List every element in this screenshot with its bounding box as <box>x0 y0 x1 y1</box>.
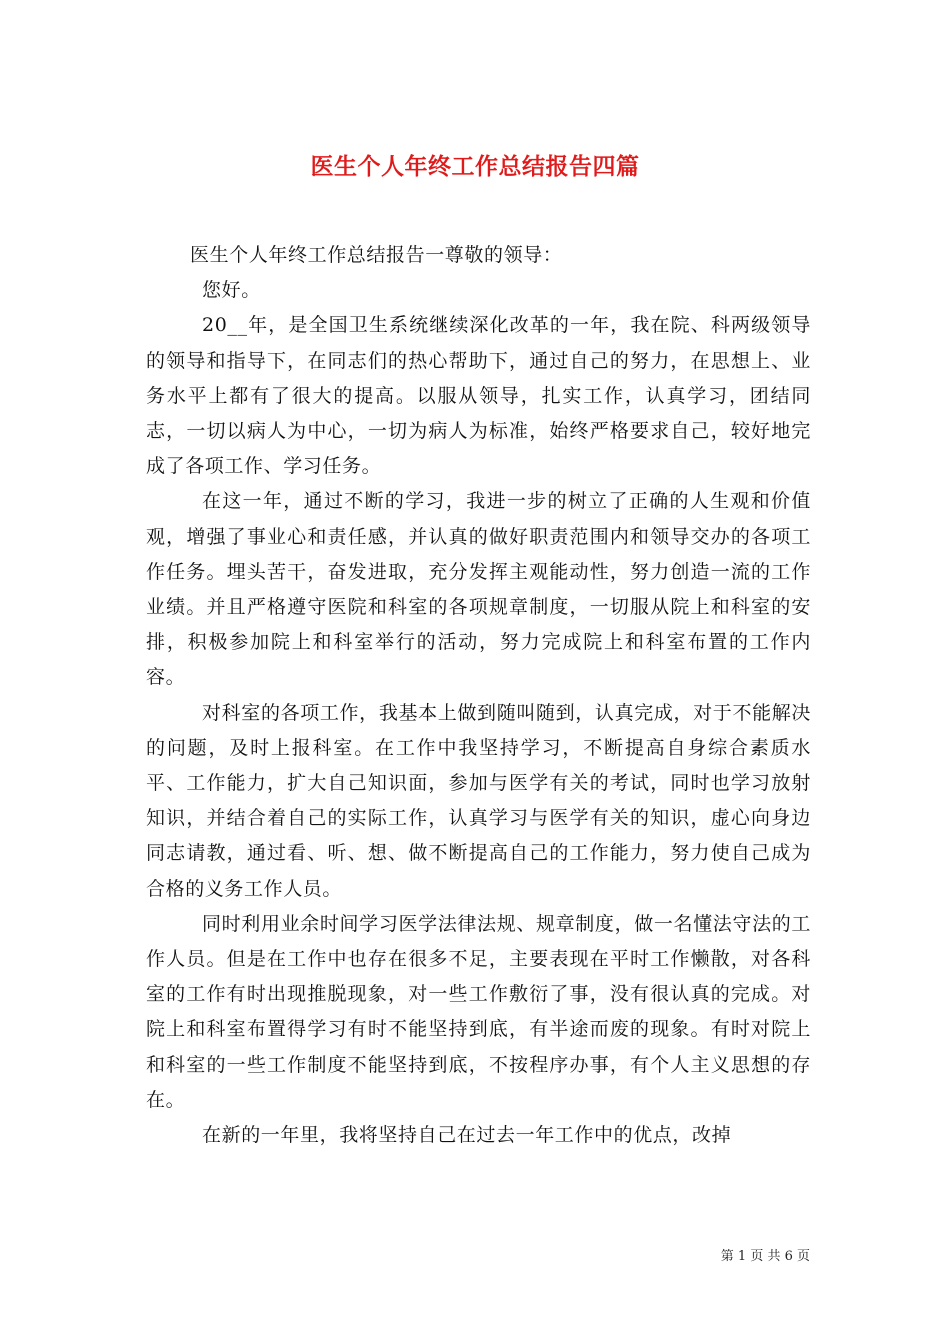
paragraph: 同时利用业余时间学习医学法律法规、规章制度，做一名懂法守法的工作人员。但是在工作中也存在很多不足，主要表现在平时工作懒散，对各科室的工作有时出现推脱现象，对一些工作敷衍了事，没有很认真的完成。对院上和科室布置得学习有时不能坚持到底，有半途而废的现象。有时对院上和科室的一些工作制度不能坚持到底，不按程序办事，有个人主义思想的存在。 <box>146 912 811 1111</box>
greeting-line: 您好。 <box>202 279 261 302</box>
paragraph: 对科室的各项工作，我基本上做到随叫随到，认真完成，对于不能解决的问题，及时上报科室。在工作中我坚持学习，不断提高自身综合素质水平、工作能力，扩大自己知识面，参加与医学有关的考试，同时也学习放射知识，并结合着自己的实际工作，认真学习与医学有关的知识，虚心向身边同志请教，通过看、听、想、做不断提高自己的工作能力，努力使自己成为合格的义务工作人员。 <box>146 701 811 900</box>
paragraph: 在这一年，通过不断的学习，我进一步的树立了正确的人生观和价值观，增强了事业心和责任感，并认真的做好职责范围内和领导交办的各项工作任务。埋头苦干，奋发进取，充分发挥主观能动性，努力创造一流的工作业绩。并且严格遵守医院和科室的各项规章制度，一切服从院上和科室的安排，积极参加院上和科室举行的活动，努力完成院上和科室布置的工作内容。 <box>146 490 811 689</box>
document-body <box>146 238 811 1153</box>
paragraph: 在新的一年里，我将坚持自己在过去一年工作中的优点，改掉 <box>202 1124 732 1147</box>
page-number: 第 1 页 共 6 页 <box>720 1249 810 1264</box>
document-title: 医生个人年终工作总结报告四篇 <box>310 153 640 181</box>
salutation-line: 医生个人年终工作总结报告一尊敬的领导： <box>190 244 563 266</box>
paragraph: 20__年，是全国卫生系统继续深化改革的一年，我在院、科两级领导的领导和指导下，在同志们的热心帮助下，通过自己的努力，在思想上、业务水平上都有了很大的提高。以服从领导，扎实工作，认真学习，团结同志，一切以病人为中心，一切为病人为标准，始终严格要求自己，较好地完成了各项工作、学习任务。 <box>146 314 811 478</box>
